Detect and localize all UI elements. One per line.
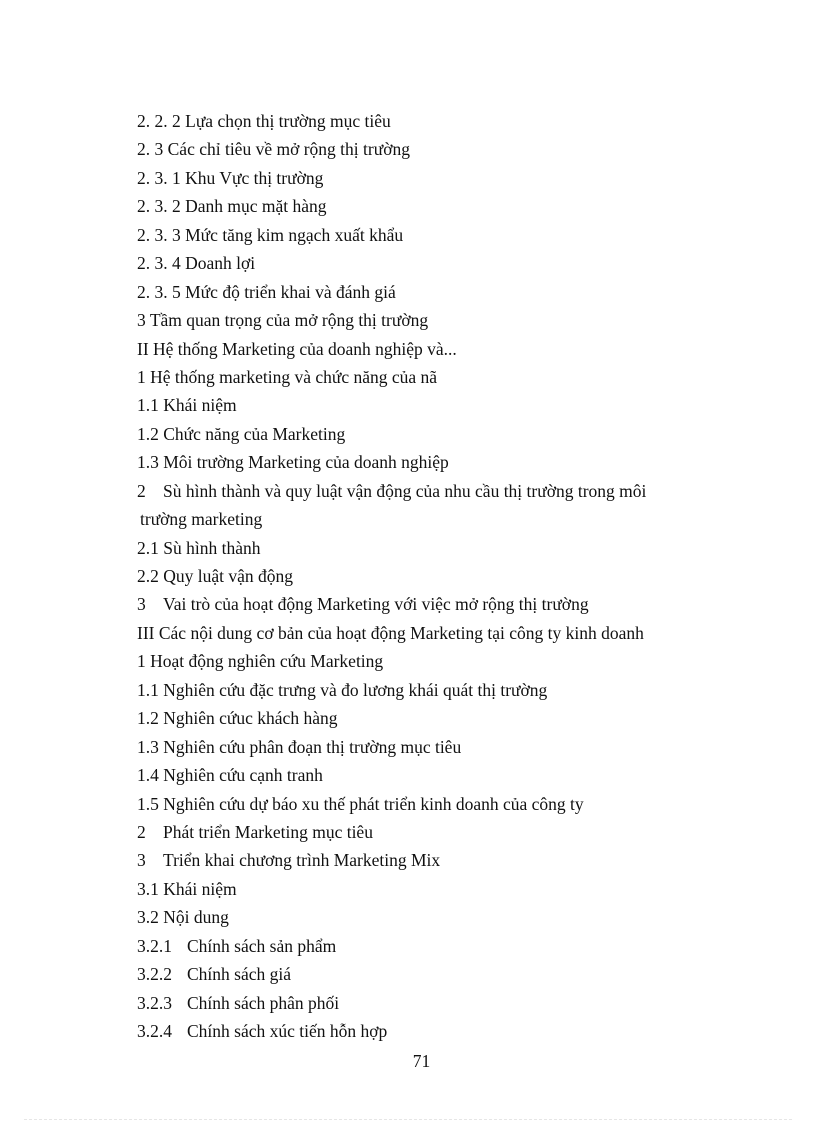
entry-title: Nghiên cứuc khách hàng bbox=[163, 708, 338, 729]
entry-title: Hệ thống marketing và chức năng của nã bbox=[150, 366, 438, 387]
entry-number: 3.1 bbox=[137, 878, 159, 899]
entry-title: Khu Vực thị trường bbox=[185, 167, 324, 188]
entry-number: 1 bbox=[137, 366, 146, 387]
entry-title: Chính sách phân phối bbox=[187, 992, 340, 1013]
section-number: III bbox=[137, 622, 155, 643]
entry-number: 2. 3. 5 bbox=[137, 281, 181, 302]
toc-entry-3-2-1 bbox=[137, 932, 717, 960]
entry-title: Chính sách giá bbox=[187, 964, 292, 985]
entry-number: 3.2.2 bbox=[137, 964, 172, 985]
toc-entry-2-1 bbox=[137, 534, 717, 562]
entry-title: Lựa chọn thị trường mục tiêu bbox=[185, 111, 391, 131]
toc-entry-2-3-5 bbox=[137, 278, 717, 306]
entry-title: Phát triển Marketing mục tiêu bbox=[163, 821, 373, 842]
entry-number: 1 bbox=[137, 651, 146, 672]
entry-title: Danh mục mặt hàng bbox=[185, 196, 327, 217]
entry-number: 1.3 bbox=[137, 452, 159, 473]
entry-title: Vai trò của hoạt động Marketing với việc mở rộng thị trường bbox=[163, 594, 589, 615]
entry-number: 2. 3. 3 bbox=[137, 224, 181, 245]
toc-entry-2-3-3 bbox=[137, 221, 717, 249]
toc-entry-3-1 bbox=[137, 875, 717, 903]
entry-number: 3 bbox=[137, 594, 146, 615]
entry-title: Tầm quan trọng của mở rộng thị trường bbox=[149, 310, 429, 331]
entry-number: 1.4 bbox=[137, 765, 159, 786]
entry-title: Nghiên cứu cạnh tranh bbox=[163, 765, 323, 786]
toc-entry-2-3-4 bbox=[137, 249, 717, 277]
entry-number: 2. 3. 1 bbox=[137, 167, 181, 188]
entry-title: Chính sách xúc tiến hỗn hợp bbox=[187, 1021, 388, 1042]
toc-entry-1-1 bbox=[137, 391, 717, 419]
entry-title: Các chỉ tiêu về mở rộng thị trường bbox=[167, 139, 410, 160]
toc-entry-3-2-3 bbox=[137, 989, 717, 1017]
entry-title: Nghiên cứu phân đoạn thị trường mục tiêu bbox=[163, 736, 462, 757]
entry-number: 3 bbox=[137, 310, 146, 331]
entry-title: Mức tăng kim ngạch xuất khẩu bbox=[185, 224, 404, 245]
section-title: Các nội dung cơ bản của hoạt động Marketing tại công ty kinh doanh bbox=[158, 622, 644, 643]
entry-number: 3.2 bbox=[137, 907, 159, 928]
toc-entry-1-3 bbox=[137, 733, 717, 761]
entry-number: 3.2.1 bbox=[137, 935, 172, 956]
entry-title: Sù hình thành và quy luật vận động của nhu cầu thị trường trong môi bbox=[163, 480, 647, 501]
toc-section-ii bbox=[137, 335, 717, 363]
toc-entry-3-2 bbox=[137, 903, 717, 931]
toc-entry-3 bbox=[137, 306, 717, 334]
toc-entry-1-2 bbox=[137, 420, 717, 448]
entry-number: 2.1 bbox=[137, 537, 159, 558]
toc-entry-2 bbox=[137, 477, 717, 534]
table-of-contents bbox=[137, 107, 717, 1045]
entry-number: 3.2.3 bbox=[137, 992, 172, 1013]
entry-number: 2. 3 bbox=[137, 139, 164, 160]
entry-title: Nghiên cứu đặc trưng và đo lương khái quát thị trường bbox=[163, 679, 548, 700]
toc-entry-2-2-2 bbox=[137, 107, 717, 135]
toc-entry-3-2-2 bbox=[137, 960, 717, 988]
entry-number: 2. 3. 2 bbox=[137, 196, 181, 217]
entry-number: 1.2 bbox=[137, 423, 159, 444]
entry-title: Triển khai chương trình Marketing Mix bbox=[163, 850, 441, 871]
toc-entry-2 bbox=[137, 818, 717, 846]
toc-entry-1-3 bbox=[137, 448, 717, 476]
entry-number: 2 bbox=[137, 821, 146, 842]
entry-title: Nghiên cứu dự báo xu thế phát triển kinh doanh của công ty bbox=[163, 793, 584, 814]
toc-entry-2-3-1 bbox=[137, 164, 717, 192]
entry-number: 2. 3. 4 bbox=[137, 253, 181, 274]
page-number: 71 bbox=[412, 1051, 431, 1071]
section-title: Hệ thống Marketing của doanh nghiệp và... bbox=[153, 338, 457, 359]
toc-entry-1-5 bbox=[137, 790, 717, 818]
toc-entry-2-2 bbox=[137, 562, 717, 590]
entry-number: 2 bbox=[137, 480, 146, 501]
toc-entry-1-1 bbox=[137, 676, 717, 704]
entry-number: 2.2 bbox=[137, 566, 159, 587]
entry-number: 2. 2. 2 bbox=[137, 111, 181, 131]
entry-number: 3 bbox=[137, 850, 146, 871]
entry-title: Khái niệm bbox=[163, 878, 237, 899]
toc-section-iii bbox=[137, 619, 717, 647]
entry-number: 1.1 bbox=[137, 395, 159, 416]
entry-title: Chức năng của Marketing bbox=[163, 423, 346, 444]
entry-title: Môi trường Marketing của doanh nghiệp bbox=[163, 452, 449, 473]
entry-title: Hoạt động nghiên cứu Marketing bbox=[150, 651, 384, 672]
entry-title: Nội dung bbox=[163, 907, 229, 928]
toc-entry-3 bbox=[137, 846, 717, 874]
entry-number: 1.5 bbox=[137, 793, 159, 814]
toc-entry-1-2 bbox=[137, 704, 717, 732]
entry-title: Khái niệm bbox=[163, 395, 237, 416]
toc-entry-3-2-4 bbox=[137, 1017, 717, 1045]
entry-number: 1.2 bbox=[137, 708, 159, 729]
entry-title: Chính sách sản phẩm bbox=[187, 935, 337, 956]
entry-title: Sù hình thành bbox=[163, 537, 261, 558]
entry-title: Quy luật vận động bbox=[163, 566, 294, 587]
toc-entry-1 bbox=[137, 363, 717, 391]
page-bottom-edge bbox=[24, 1119, 792, 1120]
toc-entry-1 bbox=[137, 647, 717, 675]
entry-number: 1.3 bbox=[137, 736, 159, 757]
entry-title: Doanh lợi bbox=[185, 253, 256, 274]
entry-number: 1.1 bbox=[137, 679, 159, 700]
section-number: II bbox=[137, 338, 149, 359]
toc-entry-3 bbox=[137, 590, 717, 618]
toc-entry-1-4 bbox=[137, 761, 717, 789]
entry-title: Mức độ triển khai và đánh giá bbox=[185, 281, 396, 302]
toc-entry-2-3 bbox=[137, 135, 717, 163]
entry-title-continuation: trường marketing bbox=[140, 509, 263, 530]
toc-entry-2-3-2 bbox=[137, 192, 717, 220]
entry-number: 3.2.4 bbox=[137, 1021, 172, 1042]
